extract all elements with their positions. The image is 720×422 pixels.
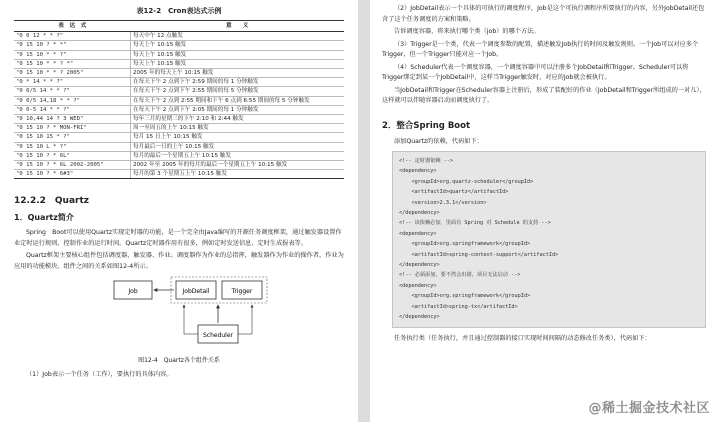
table-row — [14, 124, 344, 133]
table-row — [14, 87, 344, 96]
paragraph-task-class: 任务执行类（任务执行，并且通过控制器的接口实现时间间隔的动态修改任务类），代码如下： — [394, 334, 651, 342]
cron-meaning-cell: 在每天下午 2 点到 2:55 期间和下午 6 点到 6:55 期间的每 5 分钟触发 — [131, 96, 345, 105]
code-line: <artifactId>quartz</artifactId> — [399, 189, 509, 196]
subheading-intro: 1．Quartz简介 — [14, 213, 74, 223]
cron-meaning-cell: 每天中午 12 点触发 — [131, 32, 345, 41]
cron-expression-cell: "0 0 12 * * ?" — [14, 32, 131, 41]
table-row — [14, 161, 344, 170]
cron-meaning-cell: 每天上午 10:15 触发 — [131, 41, 345, 50]
cron-table-body — [14, 32, 344, 179]
cron-meaning-cell: 在每天下午 2 点到下午 2:55 期间的每 5 分钟触发 — [131, 87, 345, 96]
code-line: <dependency> — [399, 282, 437, 289]
code-line: </dependency> — [399, 314, 440, 321]
cron-meaning-cell: 周一至周五的上午 10:15 触发 — [131, 124, 345, 133]
table-header-meaning: 意 义 — [131, 21, 345, 32]
paragraph-components: Quartz框架主要核心组件包括调度器、触发器、作业。调度器作为作业的总指挥，触发器作为作业的操作者，作业为应用的功能模块。组件之间的关系如图12-4所示。 — [14, 252, 344, 270]
cron-meaning-cell: 每天上午 10:15 触发 — [131, 59, 345, 68]
cron-expression-cell: "0 15 10 ? * 6L 2002-2005" — [14, 161, 131, 170]
paragraph-intro: Spring Boot可以使用Quartz实现定时器的功能，是一个完全由Java编写的开源任务调度框架，通过触发器设置作业定时运行规则、控制作业的运行时间。Quartz定时器作用有很多，例如定时发送信息、定时生成报表等。 — [14, 229, 342, 247]
cron-meaning-cell: 每月最后一日的上午 10:15 触发 — [131, 142, 345, 151]
code-block — [392, 151, 706, 328]
paragraph-jobdetail-note: 告诉调度容器，将来执行哪个类（job）的哪个方法。 — [394, 28, 540, 35]
cron-expression-cell: "0 15 10 15 * ?" — [14, 133, 131, 142]
table-row — [14, 69, 344, 78]
cron-expression-cell: "0 15 10 * * ?" — [14, 50, 131, 59]
paragraph-add-dependency: 添加Quartz的依赖，代码如下： — [394, 137, 483, 145]
table-row — [14, 170, 344, 179]
code-line: <groupId>org.quartz-scheduler</groupId> — [399, 178, 534, 185]
table-row — [14, 78, 344, 87]
code-line: </dependency> — [399, 210, 440, 217]
figure-caption: 图12-4 Quartz各个组件关系 — [138, 357, 220, 365]
cron-expression-cell: "0 10,44 14 ? 3 WED" — [14, 115, 131, 124]
table-row — [14, 133, 344, 142]
section-heading: 12.2.2 Quartz — [14, 196, 89, 207]
page-gutter — [358, 0, 370, 422]
cron-table — [14, 20, 344, 179]
table-caption: 表12-2 Cron表达式示例 — [136, 7, 222, 15]
code-line: <!-- 定时器依赖 --> — [399, 158, 454, 164]
code-line: <dependency> — [399, 230, 437, 237]
paragraph-job: （1）Job表示一个任务（工作），要执行的具体内容。 — [26, 371, 173, 379]
table-header-expression: 表 达 式 — [14, 21, 131, 32]
cron-meaning-cell: 2005 年的每天上午 10:15 触发 — [131, 69, 345, 78]
cron-expression-cell: "0 15 10 * * ? 2005" — [14, 69, 131, 78]
paragraph-registration: 当JobDetail和Trigger在Scheduler容器上注册后，形成了装配好的作业（JobDetail和Trigger所组成的一对儿），这样就可以伴随容器启动而调度执行了。 — [382, 86, 706, 104]
quartz-diagram-svg — [14, 275, 344, 355]
code-line: </dependency> — [399, 262, 440, 269]
watermark: @稀土掘金技术社区 — [588, 401, 710, 416]
table-row — [14, 115, 344, 124]
paragraph-trigger: （3）Trigger是一个类，代表一个调度参数的配置，描述触发Job执行的时间及触发规则。一个Job可以对应多个Trigger，但一个Trigger只能对应一个Job。 — [382, 40, 699, 58]
cron-expression-cell: "0 0-5 14 * * ?" — [14, 105, 131, 114]
code-line: <dependency> — [399, 168, 437, 175]
cron-meaning-cell: 2002 年至 2005 年的每月的最后一个星期五上午 10:15 触发 — [131, 161, 345, 170]
cron-meaning-cell: 每天上午 10:15 触发 — [131, 50, 345, 59]
table-row — [14, 50, 344, 59]
code-line: <groupId>org.springframework</groupId> — [399, 293, 531, 300]
jobdetail-label: JobDetail — [182, 288, 210, 296]
cron-expression-cell: "0 15 10 ? * *" — [14, 41, 131, 50]
code-line: <!-- 必须添加，要不然会出错，项目无法启动 --> — [399, 272, 521, 279]
table-row — [14, 105, 344, 114]
code-line: <groupId>org.springframework</groupId> — [399, 241, 531, 248]
table-row — [14, 151, 344, 160]
cron-expression-cell: "0 0/5 14 * * ?" — [14, 87, 131, 96]
cron-meaning-cell: 每月的最后一个星期五上午 10:15 触发 — [131, 151, 345, 160]
code-line: <!-- 该依赖必加，里面有 Spring 对 Schedule 的支持 --> — [399, 220, 551, 227]
cron-expression-cell: "0 15 10 L * ?" — [14, 142, 131, 151]
paragraph-jobdetail: （2）JobDetail表示一个具体的可执行的调度程序，Job是这个可执行调程序所要执行的内容，另外JobDetail还包含了这个任务调度的方案和策略。 — [382, 5, 705, 23]
table-row — [14, 59, 344, 68]
table-row — [14, 32, 344, 41]
cron-meaning-cell: 在每天下午 2 点到下午 2:59 期间的每 1 分钟触发 — [131, 78, 345, 87]
code-line: <version>2.3.1</version> — [399, 199, 487, 206]
quartz-diagram — [14, 275, 344, 355]
table-row — [14, 142, 344, 151]
code-line: <artifactId>spring-context-support</artifactId> — [399, 251, 559, 258]
cron-expression-cell: "0 15 10 ? * MON-FRI" — [14, 124, 131, 133]
cron-expression-cell: "0 15 10 * * ? *" — [14, 59, 131, 68]
table-row — [14, 41, 344, 50]
cron-expression-cell: "0 0/5 14,18 * * ?" — [14, 96, 131, 105]
cron-meaning-cell: 在每天下午 2 点到下午 2:05 期间的每 1 分钟触发 — [131, 105, 345, 114]
paragraph-scheduler: （4）Scheduler代表一个调度容器，一个调度容器中可以注册多个JobDetail和Trigger。Scheduler可以将Trigger绑定到某一个JobDetail中，这样当Trigger触发时，对应的Job就会被执行。 — [382, 63, 689, 81]
cron-expression-cell: "0 15 10 ? * 6#3" — [14, 170, 131, 179]
right-page — [370, 0, 720, 422]
cron-meaning-cell: 每年三月的星期三的下午 2:10 和 2:44 触发 — [131, 115, 345, 124]
job-label: Job — [128, 288, 138, 296]
cron-expression-cell: "0 * 14 * * ?" — [14, 78, 131, 87]
trigger-label: Trigger — [231, 288, 253, 296]
code-line: <artifactId>spring-tx</artifactId> — [399, 303, 518, 310]
cron-expression-cell: "0 15 10 ? * 6L" — [14, 151, 131, 160]
cron-meaning-cell: 每月 15 日上午 10:15 触发 — [131, 133, 345, 142]
left-page — [0, 0, 358, 422]
scheduler-label: Scheduler — [202, 332, 234, 340]
cron-meaning-cell: 每月的第 3 个星期五上午 10:15 触发 — [131, 170, 345, 179]
subheading-springboot: 2．整合Spring Boot — [382, 120, 471, 131]
table-row — [14, 96, 344, 105]
